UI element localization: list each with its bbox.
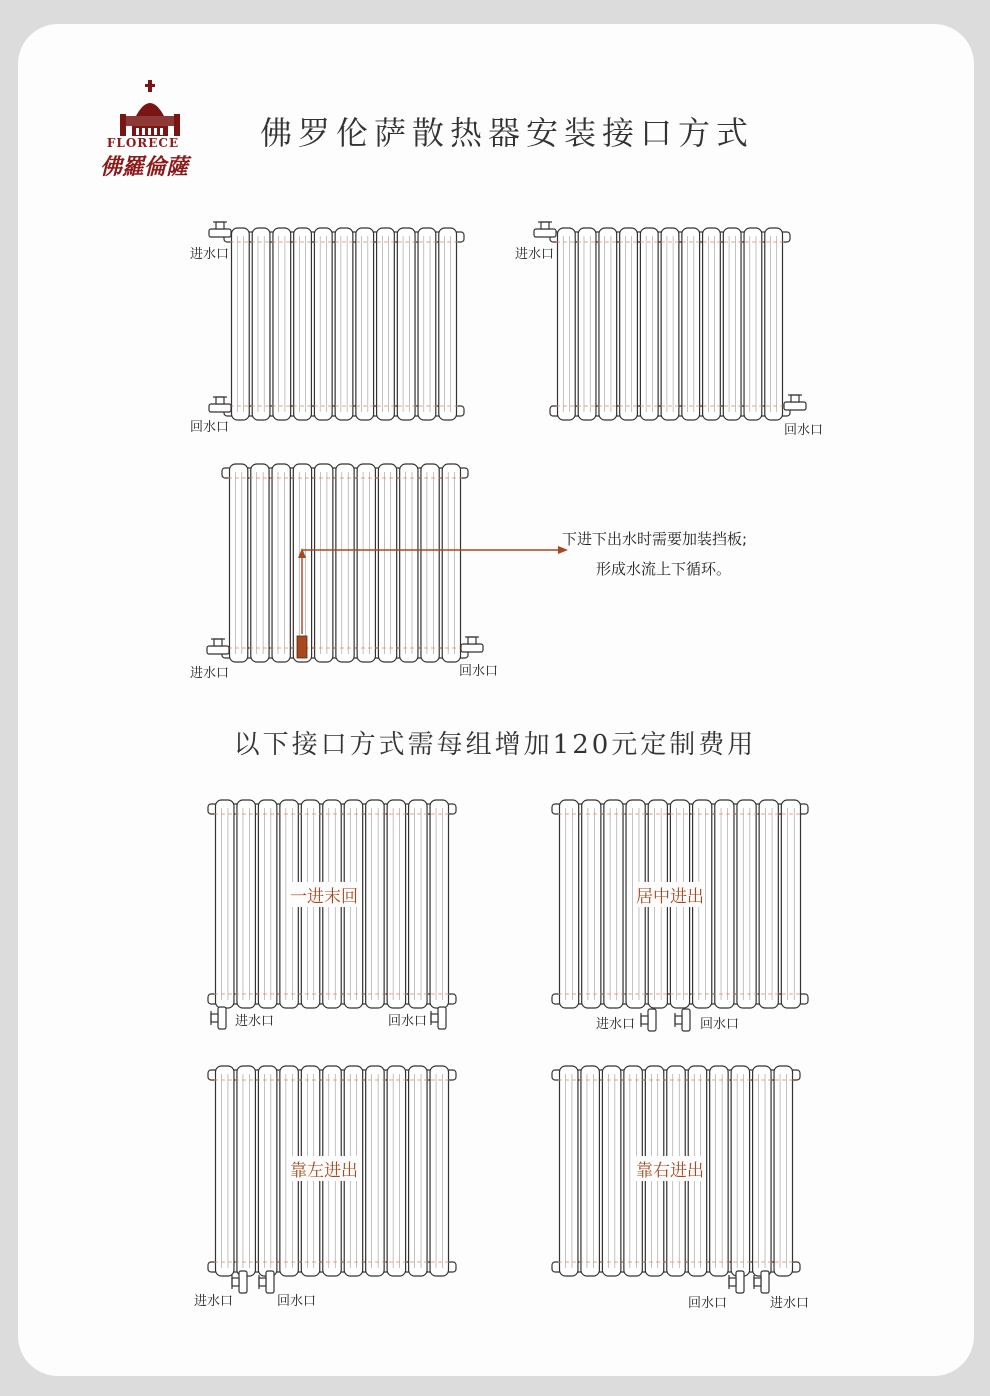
inlet-label-4: 进水口 (235, 1014, 275, 1029)
inlet-valve-icon (207, 1003, 237, 1033)
page-title: 佛罗伦萨散热器安装接口方式 (259, 114, 754, 152)
outlet-valve-icon (427, 1003, 457, 1033)
outlet-label-2: 回水口 (784, 423, 824, 438)
brand-name-en: FLORECE (106, 136, 180, 150)
type-label-end: 一进末回 (290, 882, 358, 907)
outlet-label-4: 回水口 (388, 1014, 428, 1029)
outlet-label-1: 回水口 (190, 420, 230, 435)
inlet-valve-icon (203, 635, 233, 665)
inlet-label-6: 进水口 (194, 1294, 234, 1309)
custom-fee-title: 以下接口方式需每组增加120元定制费用 (233, 730, 757, 760)
inlet-label-3: 进水口 (190, 666, 230, 681)
outlet-label-7: 回水口 (688, 1296, 728, 1311)
outlet-label-5: 回水口 (700, 1017, 740, 1032)
inlet-valve-icon (637, 1005, 667, 1035)
type-label-center: 居中进出 (636, 882, 704, 907)
inlet-label-2: 进水口 (515, 247, 555, 262)
radiator-side-same (210, 218, 478, 430)
outlet-label-3: 回水口 (459, 664, 499, 679)
outlet-valve-icon (457, 633, 487, 663)
brand-name-cn: 佛羅倫薩 (99, 154, 188, 180)
inlet-label-5: 进水口 (596, 1017, 636, 1032)
outlet-valve-icon (671, 1005, 701, 1035)
radiator-diagonal (536, 218, 804, 430)
inlet-label-7: 进水口 (770, 1296, 810, 1311)
type-label-right: 靠右进出 (636, 1156, 704, 1181)
outlet-label-6: 回水口 (277, 1294, 317, 1309)
note-line-1: 下进下出水时需要加装挡板; (562, 530, 748, 548)
type-label-left: 靠左进出 (290, 1156, 358, 1181)
radiator-bottom (208, 454, 482, 672)
inlet-label-1: 进水口 (190, 247, 230, 262)
outlet-valve-icon (780, 391, 810, 421)
note-line-2: 形成水流上下循环。 (596, 560, 732, 578)
baffle-plate (297, 636, 307, 658)
